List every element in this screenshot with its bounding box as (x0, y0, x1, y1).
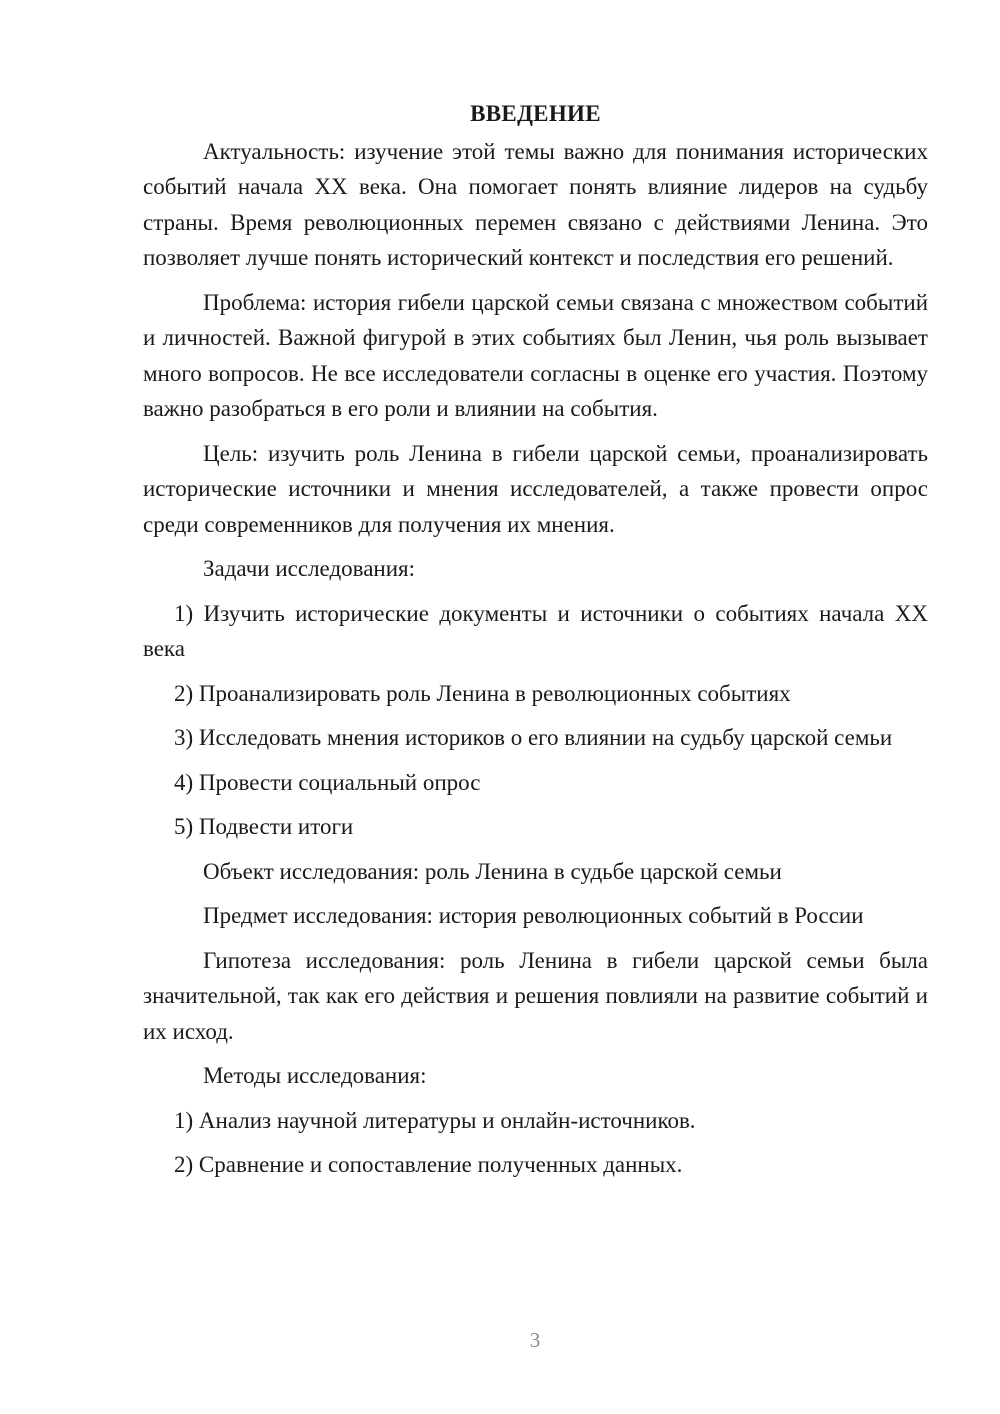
problem-paragraph: Проблема: история гибели царской семьи связана с множеством событий и личностей. Важной фигурой в этих событиях был Ленин, чья роль вызывает много вопросов. Не все исследователи согласны в оценке его участия. Поэтому важно разобраться в его роли и влиянии на события. (143, 289, 928, 421)
object-paragraph: Объект исследования: роль Ленина в судьбе царской семьи (203, 858, 782, 884)
task-item: 4) Провести социальный опрос (174, 769, 481, 795)
hypothesis-paragraph: Гипотеза исследования: роль Ленина в гибели царской семьи была значительной, так как его действия и решения повлияли на развитие событий и их исход. (143, 947, 928, 1044)
subject-paragraph: Предмет исследования: история революционных событий в России (203, 903, 864, 928)
method-item: 1) Анализ научной литературы и онлайн-источников. (174, 1107, 696, 1133)
task-item: 1) Изучить исторические документы и источники о событиях начала XX века (143, 600, 928, 661)
relevance-paragraph: Актуальность: изучение этой темы важно для понимания исторических событий начала XX века. Она помогает понять влияние лидеров на судьбу страны. Время революционных перемен связано с действиями Ленина. Это позволяет лучше понять исторический контекст и последствия его решений. (143, 138, 928, 270)
tasks-heading: Задачи исследования: (203, 556, 416, 581)
goal-paragraph: Цель: изучить роль Ленина в гибели царской семьи, проанализировать исторические источники и мнения исследователей, а также провести опрос среди современников для получения их мнения. (143, 440, 928, 537)
page-title: ВВЕДЕНИЕ (470, 101, 601, 126)
task-item: 3) Исследовать мнения историков о его влиянии на судьбу царской семьи (174, 725, 893, 750)
task-item: 2) Проанализировать роль Ленина в революционных событиях (174, 680, 791, 706)
page-content (143, 96, 928, 1192)
task-item: 5) Подвести итоги (174, 814, 354, 839)
page-number: 3 (529, 1328, 541, 1352)
method-item: 2) Сравнение и сопоставление полученных данных. (174, 1152, 683, 1177)
methods-heading: Методы исследования: (203, 1063, 427, 1088)
